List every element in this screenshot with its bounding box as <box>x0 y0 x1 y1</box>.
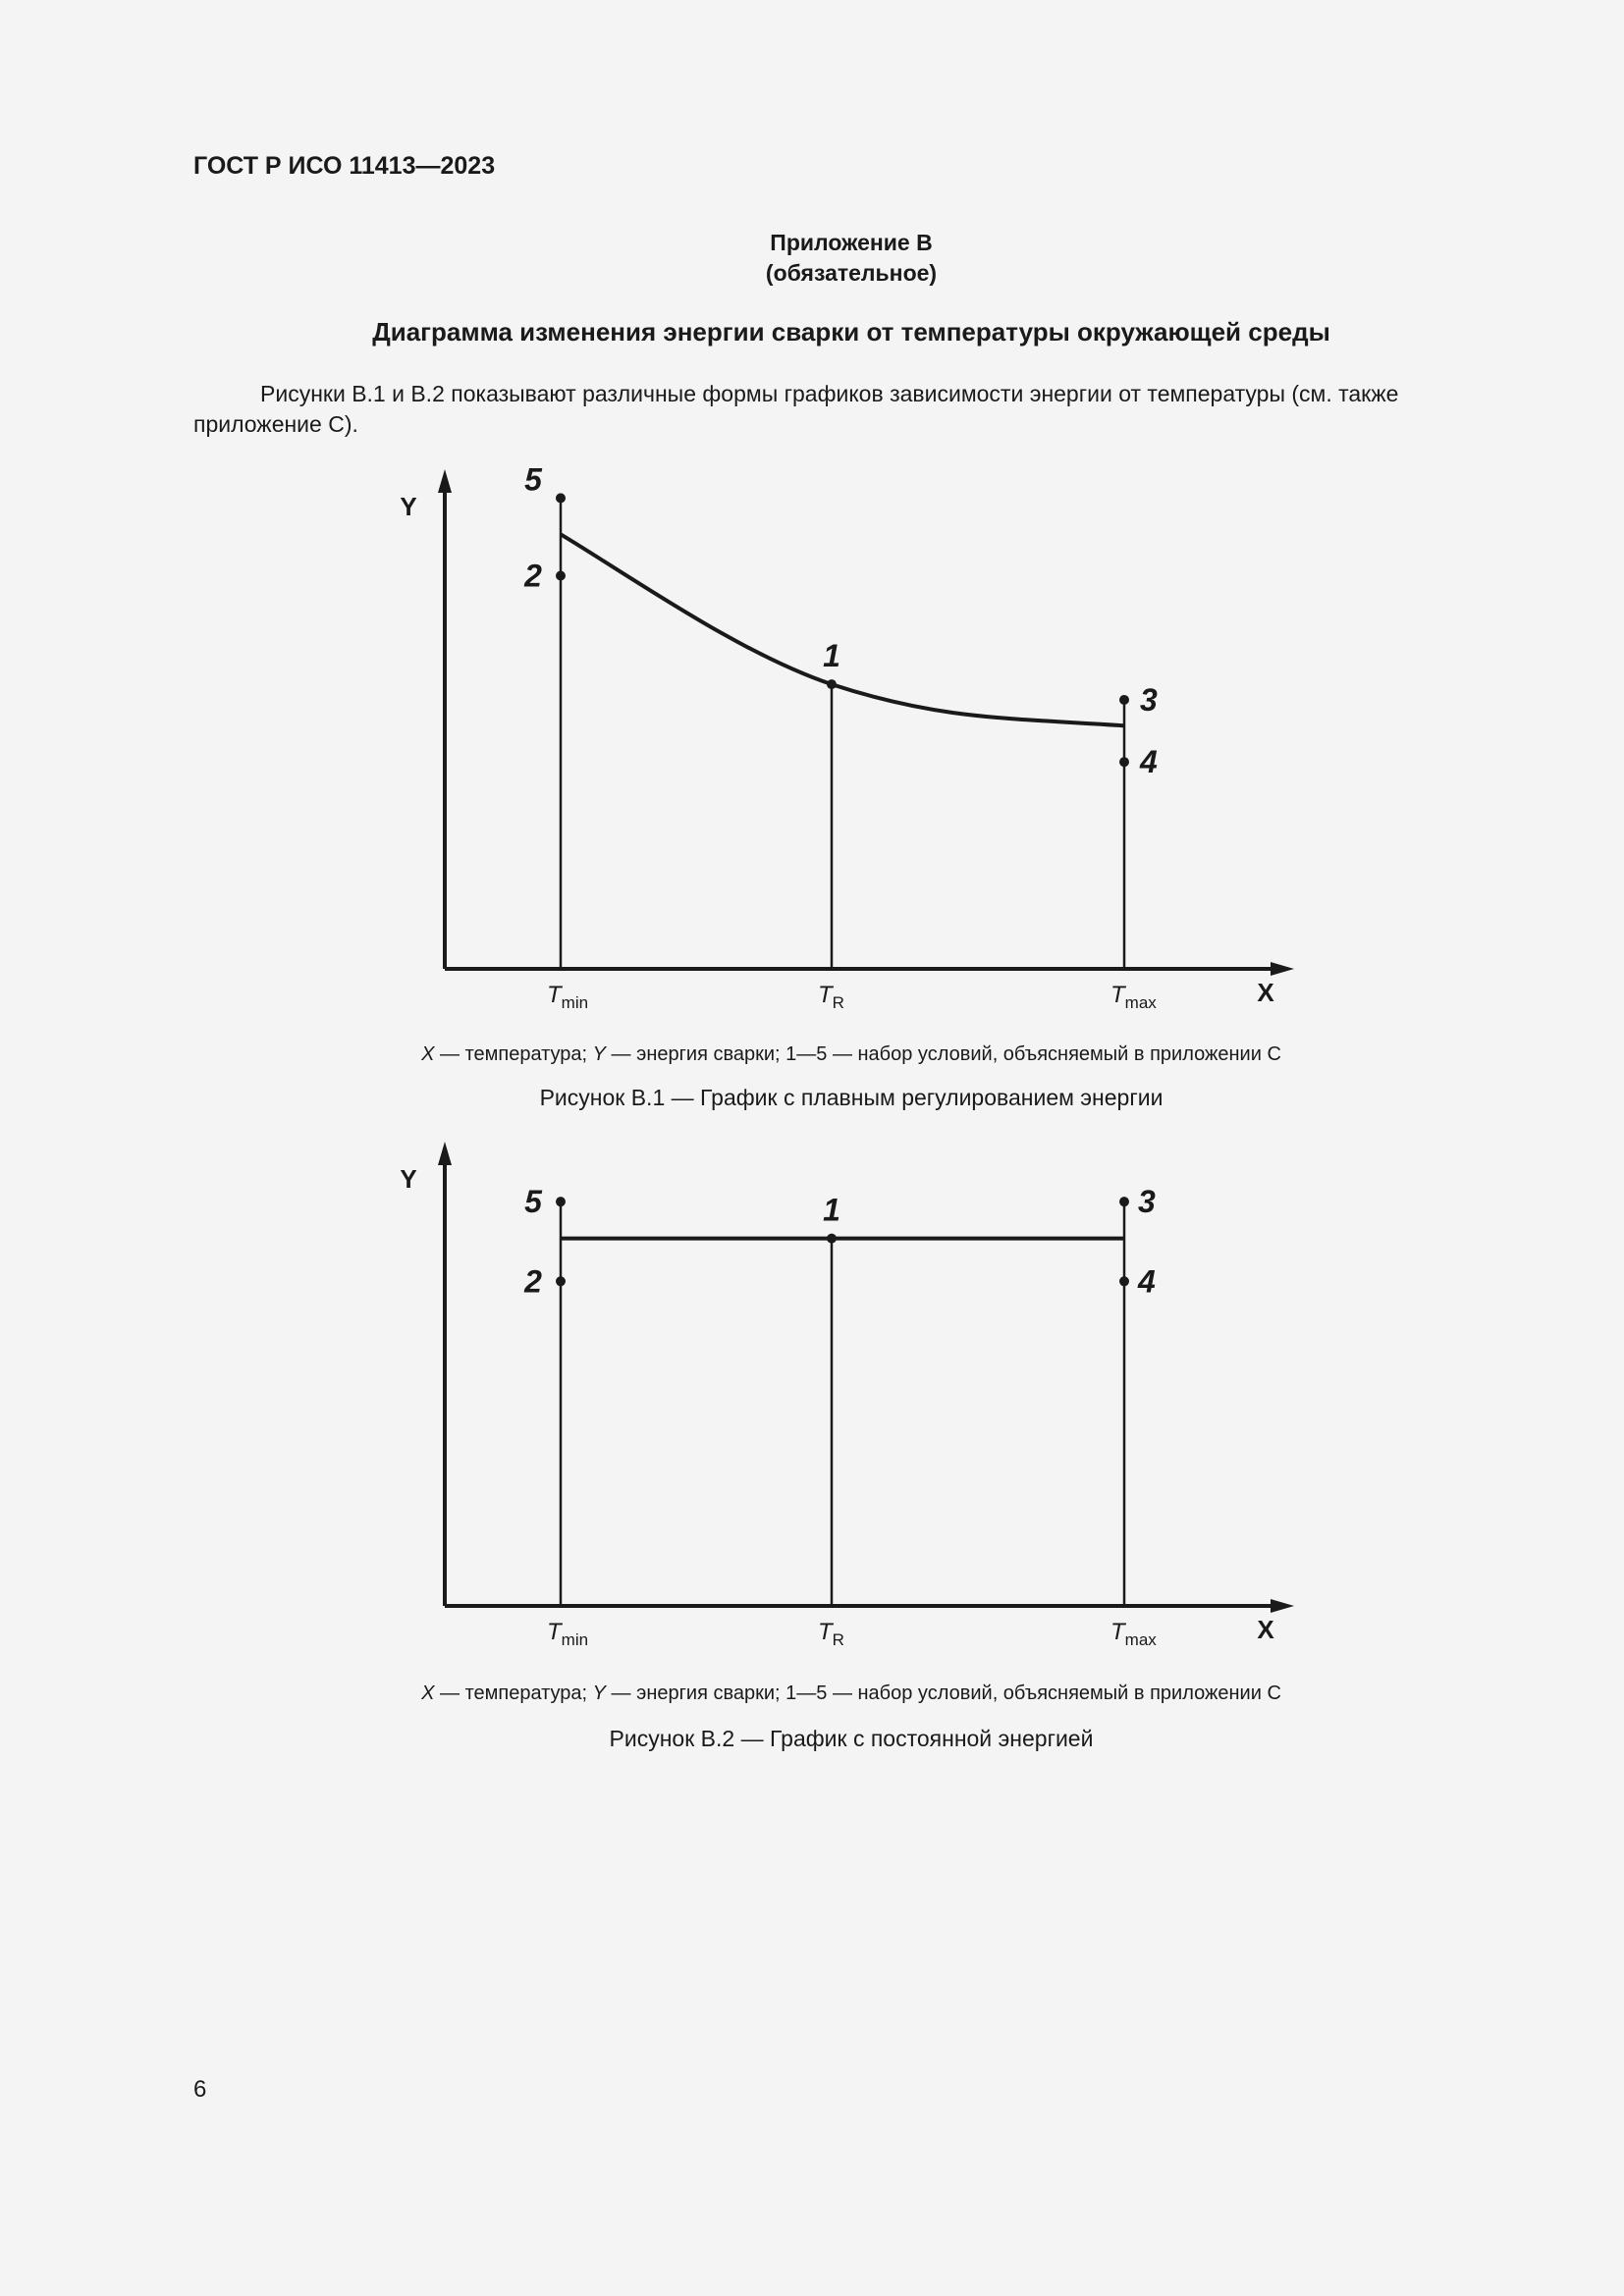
x-tick-symbol: T <box>818 982 833 1008</box>
figure-b2-caption: Рисунок В.2 — График с постоянной энергией <box>609 1726 1094 1751</box>
x-tick-label <box>547 982 588 1012</box>
annex-status: (обязательное) <box>765 260 938 286</box>
condition-label-1: 1 <box>823 1192 840 1228</box>
x-tick-subscript: R <box>832 993 844 1012</box>
x-axis-arrow-icon <box>1271 962 1294 976</box>
x-tick-label <box>818 982 844 1012</box>
condition-point-3 <box>1119 695 1129 705</box>
condition-label-3: 3 <box>1140 681 1158 718</box>
intro-paragraph: Рисунки В.1 и В.2 показывают различные формы графиков зависимости энергии от температуры (см. также приложение С). <box>193 381 1399 437</box>
x-tick-label <box>1110 982 1157 1012</box>
legend-x-symbol: X <box>421 1682 435 1704</box>
section-title: Диаграмма изменения энергии сварки от температуры окружающей среды <box>372 317 1330 347</box>
x-tick-subscript: max <box>1124 1630 1157 1649</box>
y-axis-arrow-icon <box>438 469 452 493</box>
condition-label-2: 2 <box>524 1263 542 1300</box>
x-axis-label: X <box>1257 1615 1274 1644</box>
condition-label-4: 4 <box>1140 744 1158 780</box>
x-tick-symbol: T <box>547 982 562 1008</box>
legend-y-desc: — энергия сварки; 1—5 — набор условий, объясняемый в приложении С <box>606 1682 1281 1704</box>
document-code: ГОСТ Р ИСО 11413—2023 <box>193 152 496 180</box>
condition-point-2 <box>556 570 566 580</box>
figure-b1-caption: Рисунок В.1 — График с плавным регулированием энергии <box>539 1085 1164 1110</box>
x-tick-subscript: min <box>561 1630 589 1649</box>
x-tick-symbol: T <box>1110 982 1125 1008</box>
legend-x-desc: — температура; <box>434 1043 593 1065</box>
condition-label-4: 4 <box>1138 1263 1156 1300</box>
condition-point-4 <box>1119 757 1129 767</box>
x-axis-label: X <box>1257 978 1274 1007</box>
figure-b1-legend <box>0 1043 1624 1066</box>
legend-y-symbol: Y <box>592 1682 606 1704</box>
x-tick-subscript: max <box>1124 993 1157 1012</box>
y-axis-label: Y <box>400 492 417 521</box>
page-number: 6 <box>193 2076 207 2103</box>
x-tick-subscript: R <box>832 1630 844 1649</box>
figure-b2-legend <box>0 1682 1624 1705</box>
x-tick-symbol: T <box>818 1619 833 1645</box>
x-tick-symbol: T <box>547 1619 562 1645</box>
legend-x-symbol: X <box>421 1043 435 1065</box>
legend-y-desc: — энергия сварки; 1—5 — набор условий, объясняемый в приложении С <box>606 1043 1281 1065</box>
annex-title: Приложение В <box>770 230 933 255</box>
legend-y-symbol: Y <box>592 1043 606 1065</box>
legend-x-desc: — температура; <box>434 1682 593 1704</box>
y-axis-label: Y <box>400 1164 417 1194</box>
condition-label-5: 5 <box>524 1184 542 1220</box>
x-tick-symbol: T <box>1110 1619 1125 1645</box>
condition-label-3: 3 <box>1138 1184 1156 1220</box>
x-tick-subscript: min <box>561 993 589 1012</box>
condition-label-5: 5 <box>524 461 542 498</box>
condition-point-1 <box>827 679 837 689</box>
condition-point-5 <box>556 493 566 503</box>
condition-label-1: 1 <box>823 638 840 674</box>
energy-curve <box>561 534 1124 725</box>
condition-label-2: 2 <box>524 558 542 594</box>
